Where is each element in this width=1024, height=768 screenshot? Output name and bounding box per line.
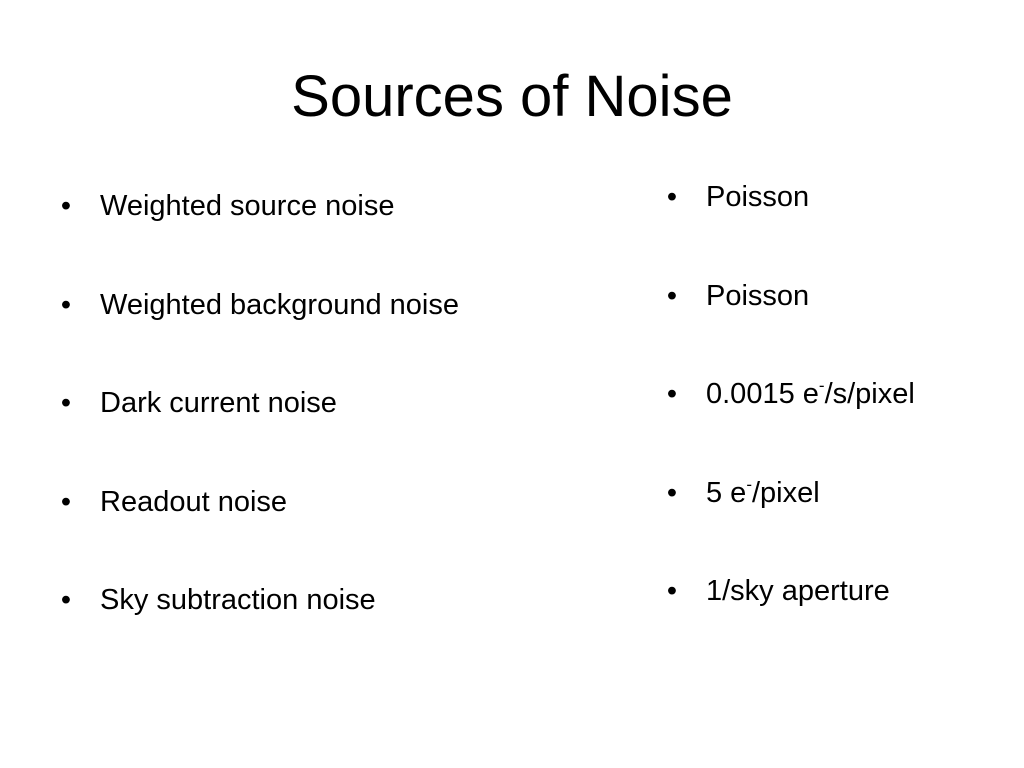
- list-item: [662, 274, 1012, 373]
- bullet-icon: •: [666, 378, 678, 410]
- list-item: [56, 381, 616, 480]
- noise-value-superscript: -: [818, 376, 825, 396]
- noise-value-suffix: /s/pixel: [824, 378, 915, 410]
- list-item: [662, 372, 1012, 471]
- noise-value: Poisson: [706, 181, 810, 213]
- bullet-icon: •: [666, 181, 678, 213]
- bullet-icon: •: [666, 279, 678, 312]
- noise-value-prefix: 5 e: [706, 476, 747, 509]
- noise-value: [706, 378, 915, 410]
- noise-value-suffix: /pixel: [752, 476, 820, 509]
- list-item: [56, 283, 616, 382]
- list-item: [56, 184, 616, 283]
- bullet-icon: •: [60, 584, 72, 616]
- noise-source-label: Weighted background noise: [100, 288, 459, 321]
- bullet-icon: •: [60, 190, 72, 222]
- noise-value-list: [662, 175, 1012, 668]
- noise-value: 1/sky aperture: [706, 575, 890, 607]
- noise-value-superscript: -: [746, 474, 752, 494]
- slide-title: Sources of Noise: [291, 64, 733, 129]
- list-item: [56, 578, 616, 677]
- bullet-icon: •: [666, 476, 678, 509]
- noise-value: [706, 474, 820, 509]
- bullet-icon: •: [60, 387, 72, 419]
- list-item: [56, 480, 616, 579]
- list-item: [662, 175, 1012, 274]
- noise-source-list: [56, 184, 616, 677]
- noise-source-label: Weighted source noise: [100, 190, 395, 222]
- noise-value-prefix: 0.0015 e: [706, 378, 819, 410]
- bullet-icon: •: [666, 575, 678, 607]
- bullet-icon: •: [60, 288, 72, 321]
- noise-value: Poisson: [706, 279, 810, 312]
- list-item: [662, 471, 1012, 570]
- bullet-icon: •: [60, 485, 72, 518]
- noise-source-label: Sky subtraction noise: [100, 584, 376, 616]
- noise-source-label: Dark current noise: [100, 387, 337, 419]
- noise-source-label: Readout noise: [100, 485, 288, 518]
- list-item: [662, 569, 1012, 668]
